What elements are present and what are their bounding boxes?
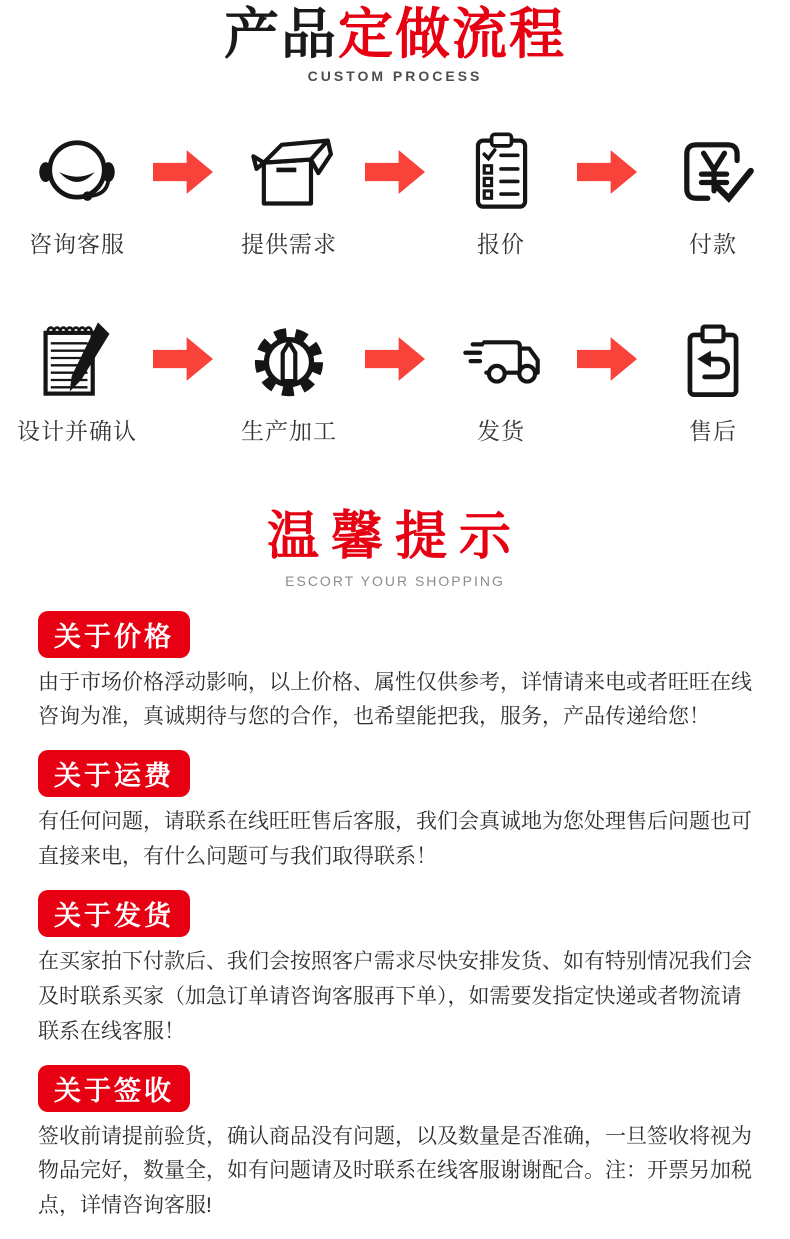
delivery-truck-icon: [426, 311, 576, 405]
arrow-right-icon: [576, 334, 638, 384]
step-design-confirm: [2, 311, 152, 446]
step-label: 报价: [477, 230, 525, 257]
price-text: 由于市场价格浮动影响，以上价格、属性仅供参考，详情请来电或者旺旺在线咨询为准，真诚期待与您的合作，也希望能把我，服务，产品传递给您！: [38, 670, 752, 729]
step-after-sales: [638, 311, 788, 446]
step-production: [214, 311, 364, 446]
price-badge: 关于价格: [38, 611, 190, 658]
arrow-right-icon: [364, 334, 426, 384]
delivery-badge: 关于发货: [38, 890, 190, 937]
arrow-right-icon: [152, 334, 214, 384]
receipt-text: 签收前请提前验货，确认商品没有问题，以及数量是否准确，一旦签收将视为物品完好，数量全，如有问题请及时联系在线客服谢谢配合。注：开票另加税点，详情咨询客服!: [38, 1124, 752, 1218]
step-label: 售后: [689, 417, 737, 444]
step-quotation: [426, 124, 576, 259]
process-row-1: [0, 124, 790, 259]
step-label: 设计并确认: [17, 417, 137, 444]
gear-tool-icon: [214, 311, 364, 405]
page-title: [0, 4, 790, 66]
notepad-pen-icon: [2, 311, 152, 405]
tip-section-freight: [38, 750, 752, 875]
step-shipping: [426, 311, 576, 446]
tips-sections: [0, 611, 790, 1225]
step-label: 提供需求: [241, 230, 337, 257]
step-label: 发货: [477, 417, 525, 444]
step-consult-service: [2, 124, 152, 259]
page-subtitle: CUSTOM PROCESS: [307, 67, 483, 84]
delivery-text: 在买家拍下付款后、我们会按照客户需求尽快安排发货、如有特别情况我们会及时联系买家（加急订单请咨询客服再下单），如需要发指定快递或者物流请联系在线客服！: [38, 950, 752, 1043]
freight-text: 有任何问题，请联系在线旺旺售后客服，我们会真诚地为您处理售后问题也可直接来电，有什么问题可与我们取得联系！: [38, 810, 752, 869]
step-label: 生产加工: [241, 417, 337, 444]
yuan-payment-icon: [638, 124, 788, 218]
process-row-2: [0, 311, 790, 446]
arrow-right-icon: [364, 147, 426, 197]
tip-section-delivery: [38, 890, 752, 1050]
step-label: 付款: [689, 230, 737, 257]
tip-section-receipt: [38, 1065, 752, 1225]
warm-tips-title: 温馨提示: [266, 507, 523, 566]
tip-section-price: [38, 611, 752, 736]
clipboard-return-icon: [638, 311, 788, 405]
page-title-red-part: 定做流程: [338, 3, 567, 65]
headset-smile-icon: [2, 124, 152, 218]
clipboard-checklist-icon: [426, 124, 576, 218]
arrow-right-icon: [152, 147, 214, 197]
page-title-black-part: 产品: [223, 3, 338, 65]
step-provide-requirements: [214, 124, 364, 259]
receipt-badge: 关于签收: [38, 1065, 190, 1112]
warm-tips-subtitle: ESCORT YOUR SHOPPING: [285, 572, 505, 589]
process-flow: [0, 124, 790, 446]
arrow-right-icon: [576, 147, 638, 197]
custom-process-header: [0, 0, 790, 84]
freight-badge: 关于运费: [38, 750, 190, 797]
step-payment: [638, 124, 788, 259]
step-label: 咨询客服: [29, 230, 125, 257]
warm-tips-header: [0, 494, 790, 589]
open-box-icon: [214, 124, 364, 218]
